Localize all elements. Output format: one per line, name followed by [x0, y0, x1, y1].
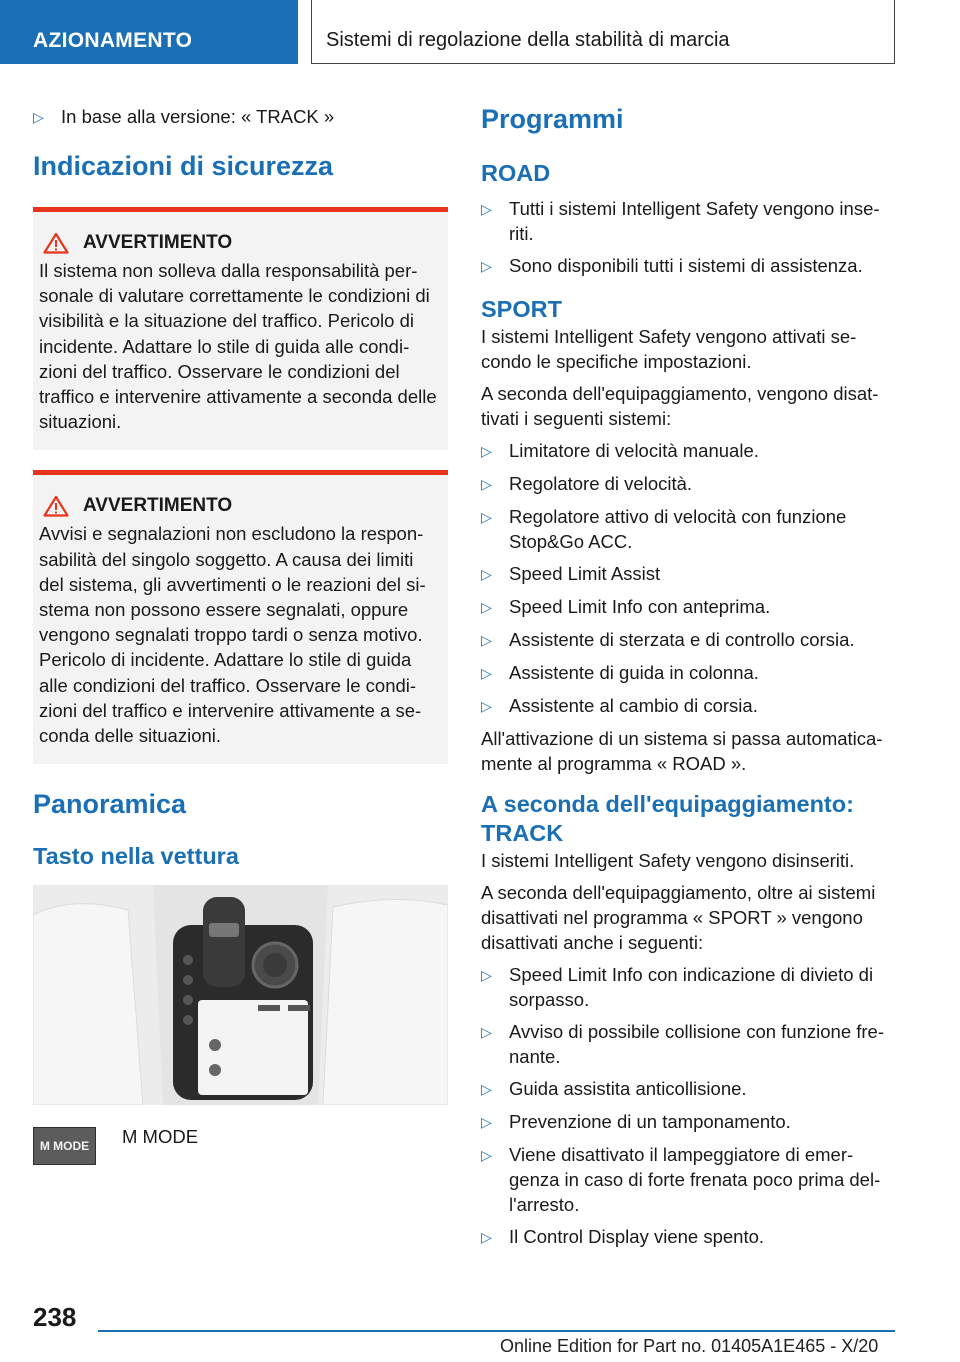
triangle-bullet-icon: ▷: [481, 632, 492, 648]
list-item: ▷ Avviso di possibile collisione con funzione fre-nante.: [481, 1021, 884, 1067]
list-item: ▷ Viene disattivato il lampeggiatore di emer-genza in caso di forte frenata poco prima del-l'arresto.: [481, 1144, 881, 1215]
warning-text: Avvisi e segnalazioni non escludono la respon-sabilità del singolo soggetto. A causa dei limiti del sistema, gli avvertimenti o le reazioni del si-stema non possono essere segnalati, oppure vengono segnalati troppo tardi o senza motivo. Pericolo di incidente. Adattare lo stile di guida alle condizioni del traffico. Osservare le condi-zioni del traffico e intervenire attivamente a se-conda delle situazioni.: [39, 523, 426, 747]
triangle-bullet-icon: ▷: [481, 1147, 492, 1163]
center-console-illustration: [33, 885, 448, 1105]
warning-header: [43, 495, 442, 517]
list-item: ▷ Regolatore attivo di velocità con funzione Stop&Go ACC.: [481, 506, 847, 552]
right-column: [481, 100, 896, 1257]
list-item: ▷ Assistente di sterzata e di controllo corsia.: [481, 627, 896, 653]
left-column: [33, 100, 448, 1165]
warning-triangle-icon: [43, 232, 69, 254]
chapter-title: Sistemi di regolazione della stabilità di marcia: [326, 29, 730, 51]
edition-text: Online Edition for Part no. 01405A1E465 - X/20: [500, 1336, 879, 1356]
list-item: ▷ Guida assistita anticollisione.: [481, 1076, 896, 1102]
list-item: ▷ Regolatore di velocità.: [481, 471, 896, 497]
list-item: ▷ In base alla versione: « TRACK »: [33, 104, 448, 130]
sport-paragraph: I sistemi Intelligent Safety vengono attivati se-condo le specifiche impostazioni.: [481, 326, 857, 372]
chapter-title-box: [311, 0, 895, 64]
road-heading: ROAD: [481, 160, 551, 186]
list-item: ▷ Tutti i sistemi Intelligent Safety vengono inse-riti.: [481, 198, 880, 244]
programs-heading: Programmi: [481, 104, 624, 134]
triangle-bullet-icon: ▷: [481, 509, 492, 525]
list-item: ▷ Limitatore di velocità manuale.: [481, 438, 896, 464]
mmode-row: [33, 1126, 448, 1165]
list-item: ▷ Prevenzione di un tamponamento.: [481, 1109, 896, 1135]
triangle-bullet-icon: ▷: [481, 698, 492, 714]
warning-box: [33, 207, 448, 450]
triangle-bullet-icon: ▷: [481, 1114, 492, 1130]
warning-text: Il sistema non solleva dalla responsabilità per-sonale di valutare correttamente le condizioni di visibilità e la situazione del traffico. Pericolo di incidente. Adattare lo stile di guida alle condi-zioni del traffico. Osservare le condizioni del traffico e intervenire attivamente a seconda delle situazioni.: [39, 260, 437, 433]
warning-header: [43, 232, 442, 254]
warning-label: AVVERTIMENTO: [83, 232, 233, 253]
warning-label: AVVERTIMENTO: [83, 495, 233, 517]
triangle-bullet-icon: ▷: [481, 258, 492, 274]
list-item: ▷ Speed Limit Info con anteprima.: [481, 594, 896, 620]
center-console-photo: [33, 885, 448, 1105]
footer-divider: [98, 1330, 895, 1332]
sport-paragraph: All'attivazione di un sistema si passa automatica-mente al programma « ROAD ».: [481, 728, 883, 774]
list-item: ▷ Assistente di guida in colonna.: [481, 660, 896, 686]
triangle-bullet-icon: ▷: [481, 476, 492, 492]
warning-triangle-icon: [43, 495, 69, 517]
button-subheading: Tasto nella vettura: [33, 843, 239, 870]
sport-heading: SPORT: [481, 296, 562, 322]
track-paragraph: I sistemi Intelligent Safety vengono disinseriti.: [481, 850, 855, 871]
list-item: ▷ Il Control Display viene spento.: [481, 1224, 896, 1250]
section-title: AZIONAMENTO: [33, 29, 193, 52]
triangle-bullet-icon: ▷: [481, 201, 492, 217]
list-item: ▷ Speed Limit Info con indicazione di divieto di sorpasso.: [481, 964, 874, 1010]
warning-box: [33, 470, 448, 764]
list-item: ▷ Sono disponibili tutti i sistemi di assistenza.: [481, 253, 896, 279]
triangle-bullet-icon: ▷: [481, 665, 492, 681]
track-heading: A seconda dell'equipaggiamento: TRACK: [481, 791, 854, 846]
list-item: ▷ Speed Limit Assist: [481, 561, 896, 587]
page-number: 238: [33, 1302, 77, 1332]
triangle-bullet-icon: ▷: [33, 109, 44, 125]
mmode-button-icon: M MODE: [33, 1127, 96, 1165]
list-item: ▷ Assistente al cambio di corsia.: [481, 693, 896, 719]
triangle-bullet-icon: ▷: [481, 566, 492, 582]
track-paragraph: A seconda dell'equipaggiamento, oltre ai sistemi disattivati nel programma « SPORT » vengono disattivati anche i seguenti:: [481, 882, 876, 953]
triangle-bullet-icon: ▷: [481, 1024, 492, 1040]
mmode-label: M MODE: [122, 1126, 199, 1148]
triangle-bullet-icon: ▷: [481, 967, 492, 983]
overview-heading: Panoramica: [33, 789, 187, 820]
triangle-bullet-icon: ▷: [481, 443, 492, 459]
safety-heading: Indicazioni di sicurezza: [33, 151, 334, 181]
section-tab: [0, 0, 298, 64]
triangle-bullet-icon: ▷: [481, 599, 492, 615]
sport-paragraph: A seconda dell'equipaggiamento, vengono disat-tivati i seguenti sistemi:: [481, 383, 879, 429]
triangle-bullet-icon: ▷: [481, 1229, 492, 1245]
triangle-bullet-icon: ▷: [481, 1081, 492, 1097]
